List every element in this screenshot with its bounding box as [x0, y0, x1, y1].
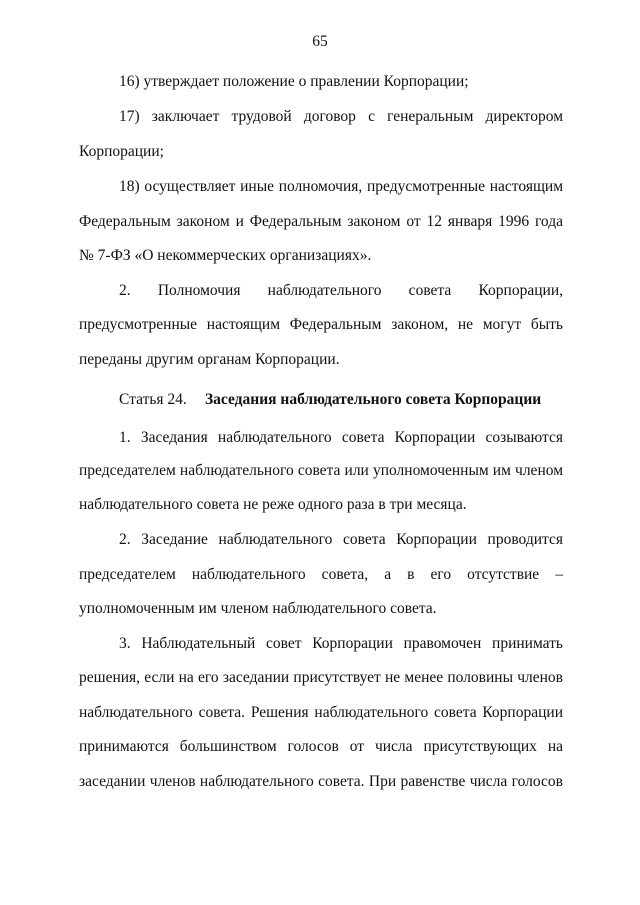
- item-17: 17) заключает трудовой договор с генеральным директором: [119, 108, 563, 125]
- page-number: 65: [312, 33, 328, 50]
- article-paragraph-2-line-3: уполномоченным им членом наблюдательного совета.: [79, 600, 437, 617]
- item-18: 18) осуществляет иные полномочия, предусмотренные настоящим: [119, 178, 563, 195]
- article-paragraph-3: 3. Наблюдательный совет Корпорации правомочен принимать: [119, 635, 563, 652]
- item-18-line-2: Федеральным законом и Федеральным законом от 12 января 1996 года: [79, 213, 563, 230]
- article-paragraph-1: 1. Заседания наблюдательного совета Корпорации созываются: [119, 429, 563, 446]
- paragraph-2-line-3: переданы другим органам Корпорации.: [79, 351, 340, 368]
- article-paragraph-3-line-3: наблюдательного совета. Решения наблюдательного совета Корпорации: [79, 704, 563, 721]
- article-paragraph-1-line-3: наблюдательного совета не реже одного раза в три месяца.: [79, 496, 467, 513]
- item-16: 16) утверждает положение о правлении Корпорации;: [119, 73, 469, 90]
- article-heading: [119, 390, 541, 410]
- item-18-line-3: № 7-ФЗ «О некоммерческих организациях».: [79, 247, 372, 264]
- article-label: Статья 24.: [119, 391, 187, 408]
- item-17-continuation: Корпорации;: [79, 143, 164, 160]
- article-paragraph-3-line-2: решения, если на его заседании присутствует не менее половины членов: [79, 669, 563, 686]
- article-paragraph-2: 2. Заседание наблюдательного совета Корпорации проводится: [119, 531, 563, 548]
- paragraph-2-line-2: предусмотренные настоящим Федеральным законом, не могут быть: [79, 316, 563, 333]
- article-paragraph-1-line-2: председателем наблюдательного совета или уполномоченным им членом: [79, 462, 563, 479]
- article-title: Заседания наблюдательного совета Корпорации: [205, 391, 542, 408]
- article-paragraph-2-line-2: председателем наблюдательного совета, а в его отсутствие –: [79, 566, 563, 583]
- paragraph-2: 2. Полномочия наблюдательного совета Корпорации,: [119, 282, 563, 299]
- article-paragraph-3-line-4: принимаются большинством голосов от числа присутствующих на: [79, 738, 563, 755]
- article-paragraph-3-line-5: заседании членов наблюдательного совета. При равенстве числа голосов: [79, 773, 563, 790]
